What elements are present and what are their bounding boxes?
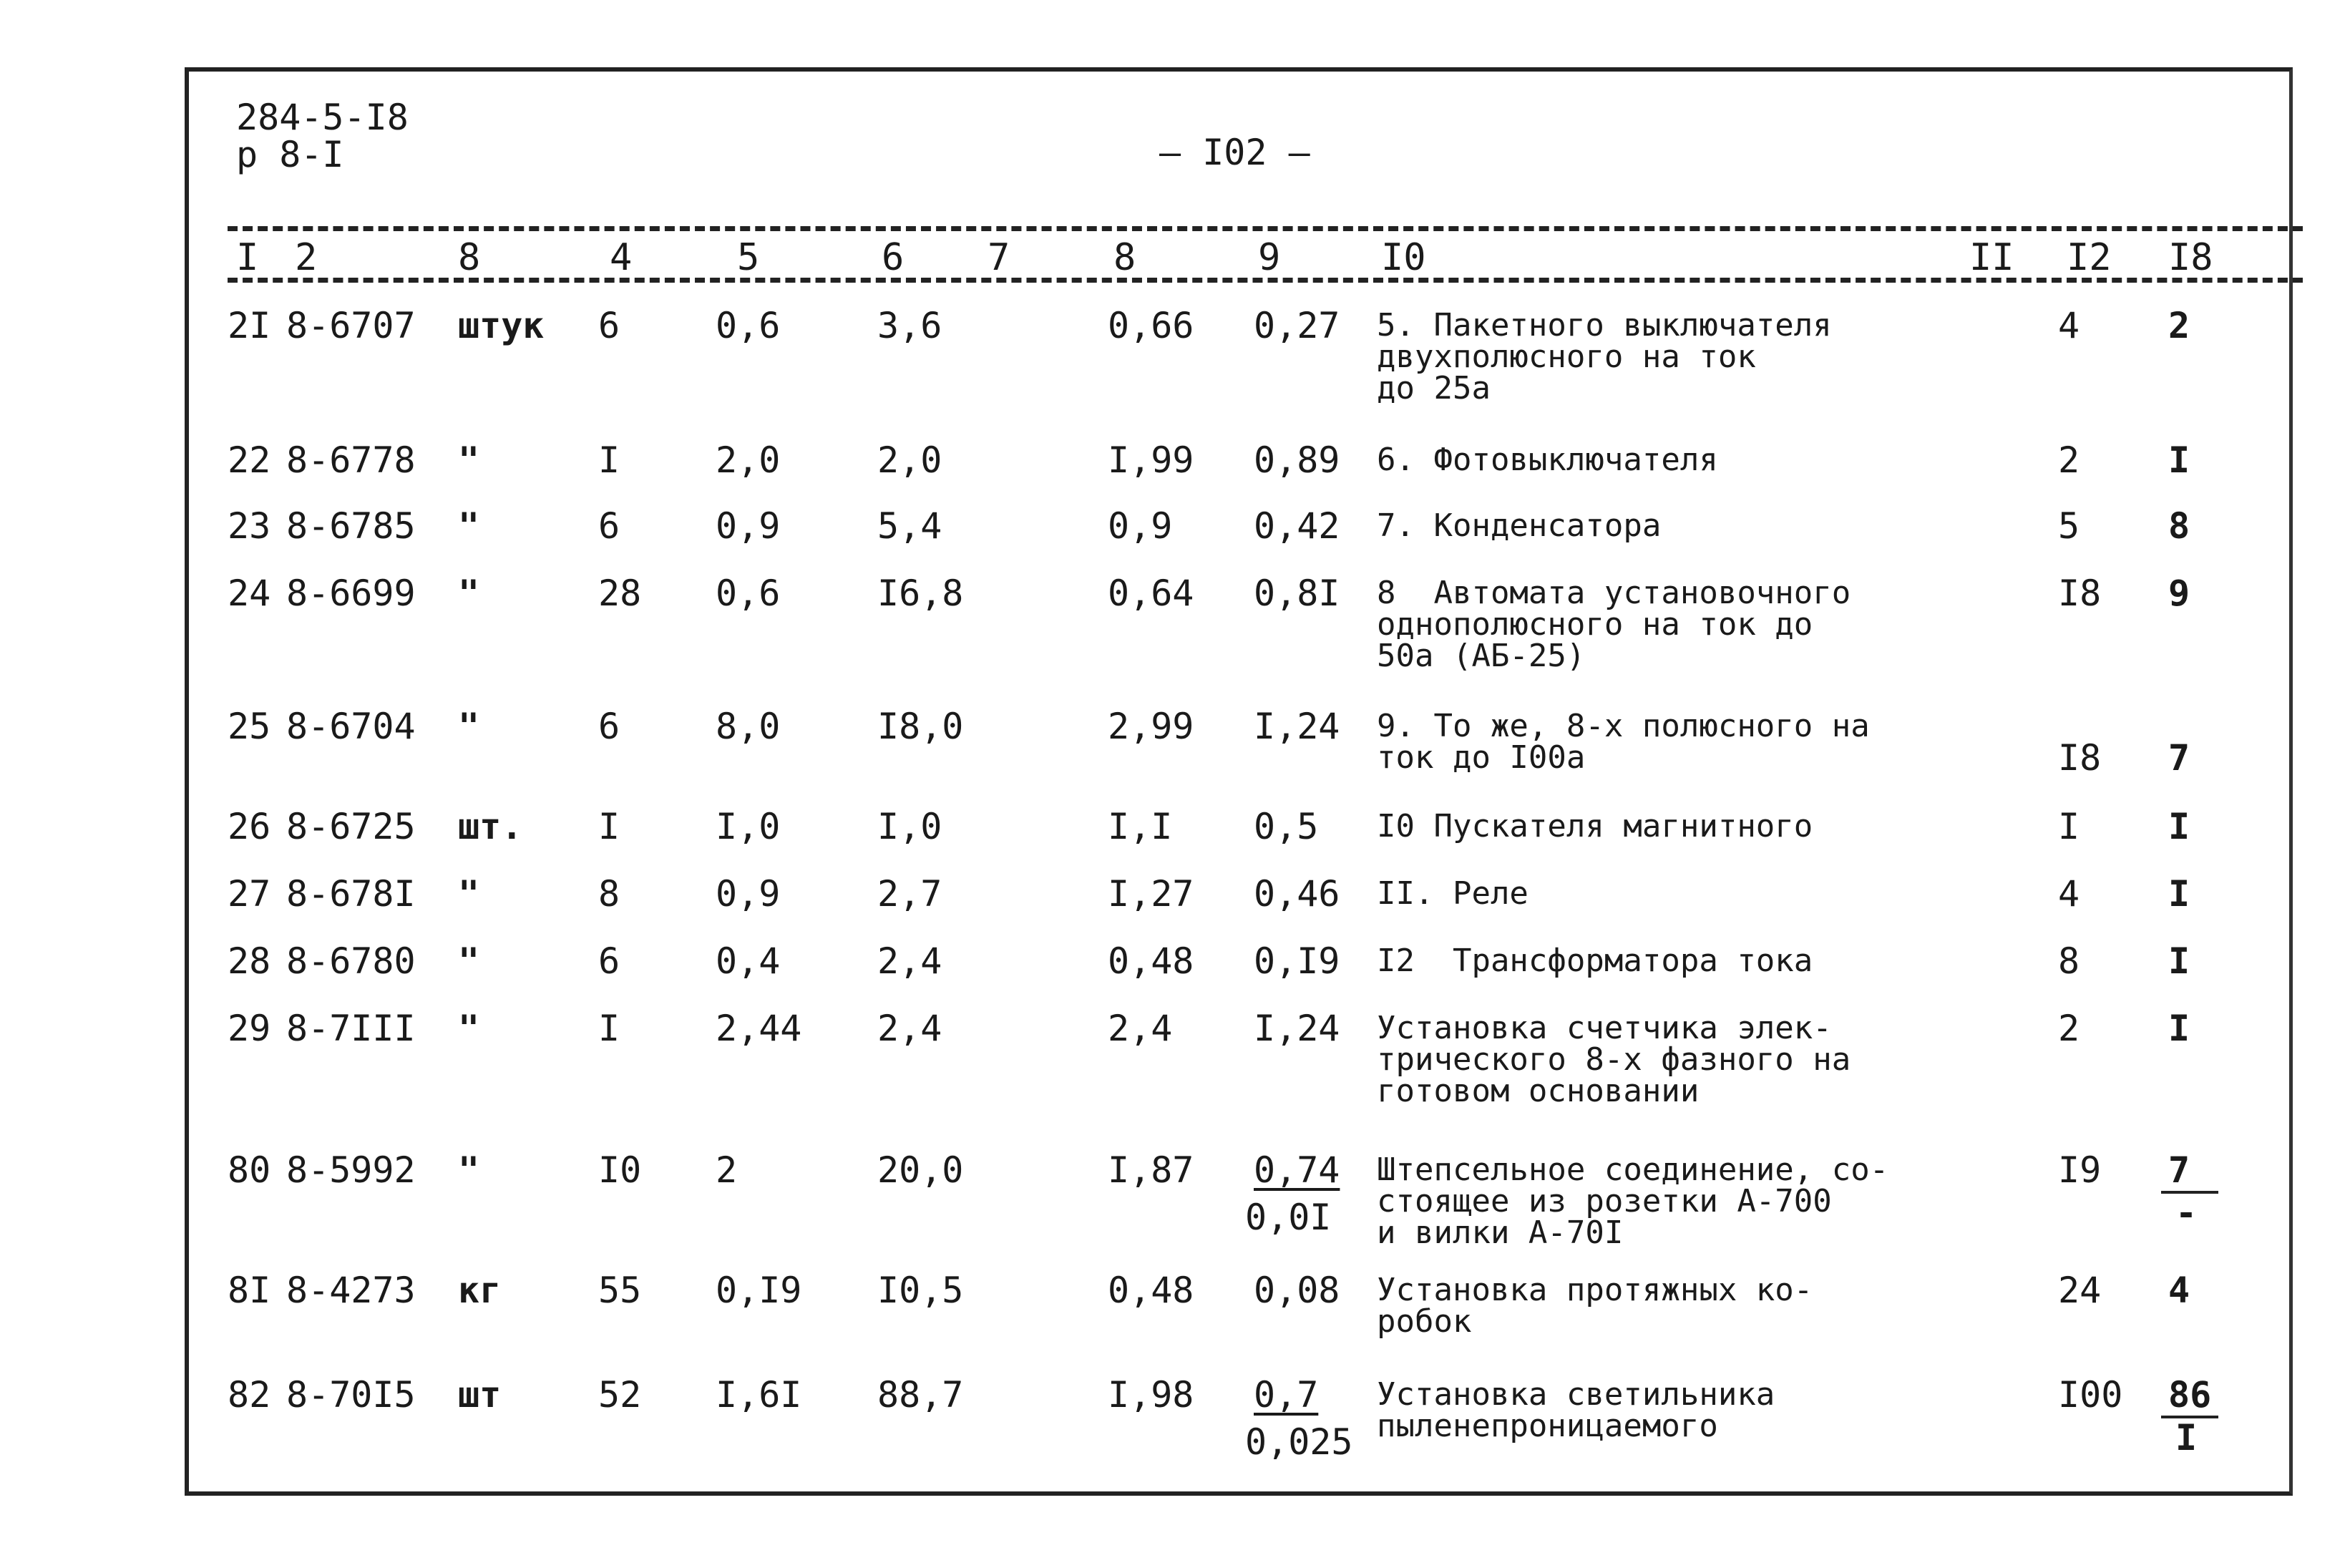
unit: " [458, 1149, 480, 1191]
doc-code-line1: 284-5-I8 [236, 97, 409, 138]
value-col5: 0,6 [716, 573, 781, 614]
row-number: 8I [228, 1270, 271, 1311]
value-col9: I,24 [1254, 1008, 1340, 1049]
value-col5: I,0 [716, 806, 781, 847]
value-col9-denominator: 0,025 [1245, 1421, 1353, 1463]
value-col8: 0,48 [1108, 1270, 1194, 1311]
description-line: пыленепроницаемого [1377, 1408, 1718, 1444]
row-number: 27 [228, 873, 271, 915]
value-col13: 7 [2168, 1149, 2190, 1191]
unit: шт [458, 1374, 502, 1416]
description-line: робок [1377, 1303, 1472, 1340]
description-line: Штепсельное соединение, со- [1377, 1151, 1889, 1188]
unit: " [458, 439, 480, 481]
value-col8: I,99 [1108, 439, 1194, 481]
unit: " [458, 940, 480, 982]
row-number: 2I [228, 305, 271, 346]
value-col6: I8,0 [877, 706, 964, 747]
description-line: до 25а [1377, 370, 1491, 406]
quantity: 6 [598, 706, 620, 747]
doc-code-line2: p 8-I [236, 134, 344, 175]
column-header: I2 [2067, 236, 2112, 279]
description-line: 8 Автомата установочного [1377, 575, 1851, 611]
value-col8: 0,9 [1108, 505, 1173, 547]
value-col8: I,98 [1108, 1374, 1194, 1416]
value-col13: 2 [2168, 305, 2190, 346]
column-header: 4 [610, 236, 633, 279]
value-col12: 2 [2058, 1008, 2080, 1049]
value-col12: 4 [2058, 873, 2080, 915]
value-col6: 2,0 [877, 439, 942, 481]
quantity: I [598, 806, 620, 847]
value-col5: I,6I [716, 1374, 802, 1416]
value-col9: 0,08 [1254, 1270, 1340, 1311]
value-col12: 8 [2058, 940, 2080, 982]
value-col6: I0,5 [877, 1270, 964, 1311]
item-code: 8-7III [286, 1008, 416, 1049]
item-code: 8-6780 [286, 940, 416, 982]
value-col5: 2,44 [716, 1008, 802, 1049]
item-code: 8-6785 [286, 505, 416, 547]
item-code: 8-6778 [286, 439, 416, 481]
description-line: трического 8-х фазного на [1377, 1041, 1851, 1078]
description-line: I0 Пускателя магнитного [1377, 808, 1813, 844]
quantity: 8 [598, 873, 620, 915]
column-header: I0 [1381, 236, 1426, 279]
quantity: I0 [598, 1149, 642, 1191]
description-line: ток до I00а [1377, 739, 1586, 776]
description-line: стоящее из розетки А-700 [1377, 1183, 1832, 1219]
value-col12: 24 [2058, 1270, 2102, 1311]
column-header: 8 [458, 236, 481, 279]
value-col13: I [2168, 806, 2190, 847]
column-header: 8 [1113, 236, 1136, 279]
value-col12: I8 [2058, 737, 2102, 779]
quantity: 52 [598, 1374, 642, 1416]
page-number: — I02 — [1159, 132, 1310, 173]
document-code [236, 99, 409, 173]
unit: " [458, 706, 480, 747]
value-col9: 0,27 [1254, 305, 1340, 346]
value-col12: 5 [2058, 505, 2080, 547]
value-col8: 2,99 [1108, 706, 1194, 747]
value-col9: 0,46 [1254, 873, 1340, 915]
description-line: Установка счетчика элек- [1377, 1010, 1832, 1046]
item-code: 8-6707 [286, 305, 416, 346]
column-header: 9 [1258, 236, 1281, 279]
value-col8: 0,48 [1108, 940, 1194, 982]
unit: шт. [458, 806, 523, 847]
description-line: однополюсного на ток до [1377, 606, 1813, 643]
unit: " [458, 573, 480, 614]
value-col9: I,24 [1254, 706, 1340, 747]
item-code: 8-678I [286, 873, 416, 915]
row-number: 82 [228, 1374, 271, 1416]
description-line: двухполюсного на ток [1377, 339, 1756, 375]
value-col8: 2,4 [1108, 1008, 1173, 1049]
value-col9: 0,74 [1254, 1149, 1340, 1191]
unit: " [458, 1008, 480, 1049]
quantity: 6 [598, 505, 620, 547]
description-line: 9. То же, 8-х полюсного на [1377, 708, 1870, 744]
value-col5: 2 [716, 1149, 738, 1191]
quantity: 6 [598, 940, 620, 982]
value-col6: 20,0 [877, 1149, 964, 1191]
description-line: Установка светильника [1377, 1376, 1775, 1413]
value-col8: 0,66 [1108, 305, 1194, 346]
row-number: 22 [228, 439, 271, 481]
value-col9: 0,7 [1254, 1374, 1319, 1416]
value-col13: 7 [2168, 737, 2190, 779]
value-col12: I9 [2058, 1149, 2102, 1191]
value-col13-denominator: I [2175, 1417, 2198, 1459]
value-col13: I [2168, 439, 2190, 481]
value-col5: 0,4 [716, 940, 781, 982]
value-col13-denominator: - [2175, 1192, 2198, 1234]
quantity: I [598, 1008, 620, 1049]
unit: " [458, 505, 480, 547]
row-number: 28 [228, 940, 271, 982]
value-col9-denominator: 0,0I [1245, 1197, 1332, 1238]
value-col12: I [2058, 806, 2080, 847]
value-col13: 4 [2168, 1270, 2190, 1311]
unit: кг [458, 1270, 502, 1311]
value-col9: 0,8I [1254, 573, 1340, 614]
value-col6: I6,8 [877, 573, 964, 614]
item-code: 8-6699 [286, 573, 416, 614]
quantity: 55 [598, 1270, 642, 1311]
description-line: 6. Фотовыключателя [1377, 442, 1718, 478]
row-number: 29 [228, 1008, 271, 1049]
column-header: 6 [882, 236, 905, 279]
column-header: 5 [737, 236, 760, 279]
description-line: и вилки А-70I [1377, 1214, 1624, 1251]
value-col8: I,27 [1108, 873, 1194, 915]
item-code: 8-6725 [286, 806, 416, 847]
description-line: II. Реле [1377, 875, 1529, 912]
value-col12: I00 [2058, 1374, 2123, 1416]
row-number: 80 [228, 1149, 271, 1191]
value-col13: I [2168, 873, 2190, 915]
column-header: II [1969, 236, 2014, 279]
value-col6: I,0 [877, 806, 942, 847]
value-col12: I8 [2058, 573, 2102, 614]
value-col12: 4 [2058, 305, 2080, 346]
value-col13: I [2168, 1008, 2190, 1049]
item-code: 8-4273 [286, 1270, 416, 1311]
column-header: 7 [988, 236, 1010, 279]
value-col5: 0,9 [716, 873, 781, 915]
row-number: 23 [228, 505, 271, 547]
value-col13: I [2168, 940, 2190, 982]
column-header: 2 [295, 236, 318, 279]
table-top-rule [228, 226, 2303, 231]
value-col13: 8 [2168, 505, 2190, 547]
value-col9: 0,I9 [1254, 940, 1340, 982]
value-col5: 0,9 [716, 505, 781, 547]
item-code: 8-5992 [286, 1149, 416, 1191]
row-number: 24 [228, 573, 271, 614]
value-col13: 86 [2168, 1374, 2212, 1416]
value-col6: 88,7 [877, 1374, 964, 1416]
row-number: 26 [228, 806, 271, 847]
description-line: Установка протяжных ко- [1377, 1272, 1813, 1308]
value-col6: 2,4 [877, 940, 942, 982]
value-col12: 2 [2058, 439, 2080, 481]
value-col6: 3,6 [877, 305, 942, 346]
description-line: I2 Трансформатора тока [1377, 943, 1813, 979]
quantity: 6 [598, 305, 620, 346]
unit: " [458, 873, 480, 915]
value-col5: 0,I9 [716, 1270, 802, 1311]
value-col6: 5,4 [877, 505, 942, 547]
row-number: 25 [228, 706, 271, 747]
description-line: 5. Пакетного выключателя [1377, 307, 1832, 344]
value-col9: 0,89 [1254, 439, 1340, 481]
description-line: 7. Конденсатора [1377, 507, 1662, 544]
unit: штук [458, 305, 545, 346]
value-col5: 0,6 [716, 305, 781, 346]
quantity: I [598, 439, 620, 481]
column-header: I8 [2168, 236, 2213, 279]
quantity: 28 [598, 573, 642, 614]
column-header: I [236, 236, 259, 279]
value-col9: 0,5 [1254, 806, 1319, 847]
value-col5: 2,0 [716, 439, 781, 481]
value-col9: 0,42 [1254, 505, 1340, 547]
value-col5: 8,0 [716, 706, 781, 747]
description-line: готовом основании [1377, 1073, 1700, 1109]
value-col8: I,87 [1108, 1149, 1194, 1191]
value-col6: 2,7 [877, 873, 942, 915]
value-col6: 2,4 [877, 1008, 942, 1049]
item-code: 8-70I5 [286, 1374, 416, 1416]
description-line: 50а (АБ-25) [1377, 638, 1586, 674]
value-col13: 9 [2168, 573, 2190, 614]
item-code: 8-6704 [286, 706, 416, 747]
value-col8: 0,64 [1108, 573, 1194, 614]
value-col8: I,I [1108, 806, 1173, 847]
